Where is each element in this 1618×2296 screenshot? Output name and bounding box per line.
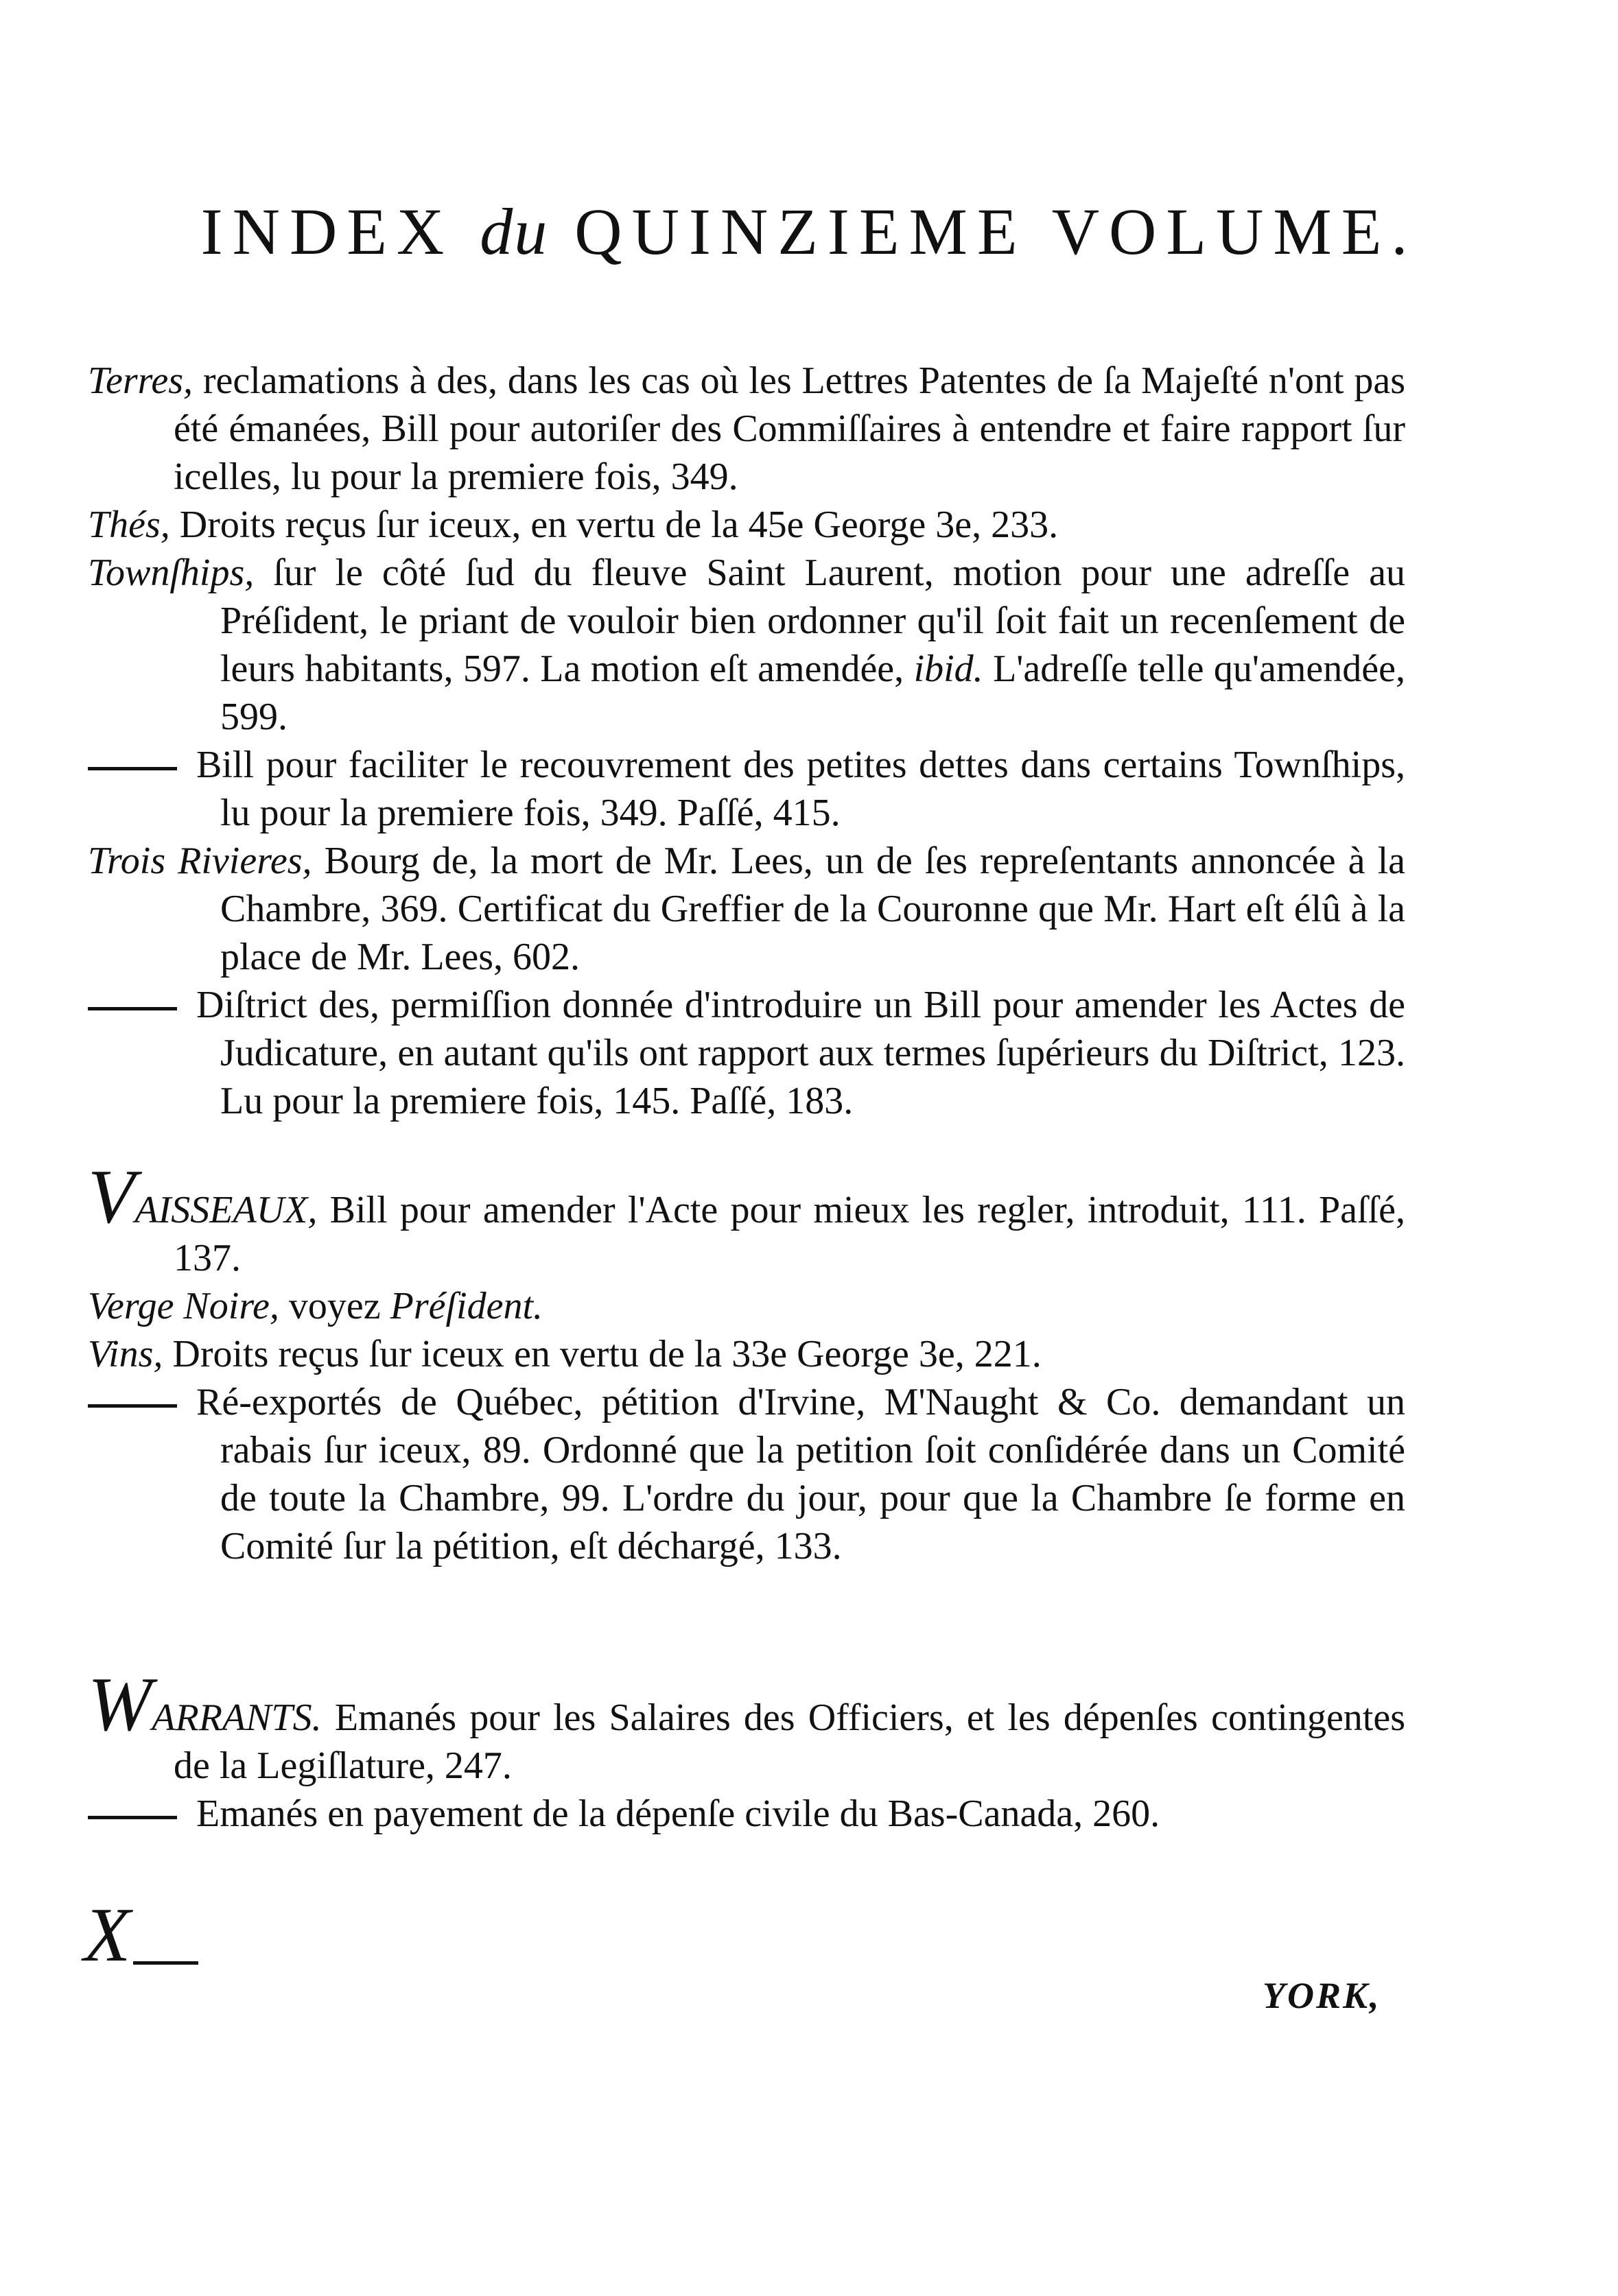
entry-vins	[88, 1330, 1405, 1378]
entry-ibid: ibid.	[913, 648, 983, 690]
entry-head: AISSEAUX,	[134, 1189, 318, 1231]
entry-terres	[88, 357, 1405, 501]
entry-head: Townſhips,	[88, 552, 255, 594]
page-title	[0, 195, 1618, 268]
entry-text: Emanés pour les Salaires des Officiers, et les dépenſes contingentes de la Legiſlature, 247.	[174, 1696, 1406, 1787]
section-x-letter	[84, 1893, 198, 1978]
initial-letter: X	[84, 1893, 131, 1978]
entry-vaisseaux	[88, 1155, 1405, 1282]
entry-text: Droits reçus ſur iceux en vertu de la 33e George 3e, 221.	[172, 1333, 1042, 1375]
entry-trois-rivieres	[88, 837, 1405, 981]
entry-text: Droits reçus ſur iceux, en vertu de la 45e George 3e, 233.	[179, 504, 1059, 546]
entry-thes	[88, 501, 1405, 549]
initial-letter: W	[88, 1662, 152, 1747]
entry-text: voyez	[288, 1285, 381, 1327]
section-t	[88, 357, 1405, 1125]
entry-ref: Préſident.	[390, 1285, 543, 1327]
entry-head: Vins,	[88, 1333, 163, 1375]
ditto-dash	[88, 1404, 177, 1408]
initial-letter: V	[88, 1155, 135, 1240]
title-index: INDEX	[200, 195, 454, 268]
catchword: YORK,	[1263, 1975, 1381, 2016]
entry-townships	[88, 549, 1405, 741]
entry-text: ſur le côté ſud du fleuve Saint Laurent, motion pour une adreſſe au Préſident, le priant de vouloir bien ordonner qu'il ſoit fait un recenſement de leurs habitants, 597. La motion eſt amendée,	[220, 552, 1405, 690]
entry-text: Diſtrict des, permiſſion donnée d'introduire un Bill pour amender les Actes de Judicature, en autant qu'ils ont rapport aux termes ſupérieurs du Diſtrict, 123. Lu pour la premiere fois, 145. Paſſé, 183.	[196, 984, 1405, 1122]
entry-head: Trois Rivieres,	[88, 840, 312, 882]
entry-text: Bill pour amender l'Acte pour mieux les regler, introduit, 111. Paſſé, 137.	[174, 1189, 1405, 1279]
entry-text: Ré-exportés de Québec, pétition d'Irvine, M'Naught & Co. demandant un rabais ſur iceux, 89. Ordonné que la petition ſoit conſidérée dans un Comité de toute la Chambre, 99. L'ordre du jour, pour que la Chambre ſe forme en Comité ſur la pétition, eſt déchargé, 133.	[196, 1381, 1405, 1567]
title-volume: QUINZIEME VOLUME.	[574, 195, 1418, 268]
entry-text: Emanés en payement de la dépenſe civile du Bas-Canada, 260.	[196, 1792, 1160, 1835]
entry-head: Verge Noire,	[88, 1285, 279, 1327]
entry-head: ARRANTS.	[152, 1696, 322, 1739]
section-w	[88, 1662, 1406, 1838]
entry-text: Bourg de, la mort de Mr. Lees, un de ſes repreſentants annoncée à la Chambre, 369. Certificat du Greffier de la Couronne que Mr. Hart eſt élû à la place de Mr. Lees, 602.	[220, 840, 1405, 978]
section-x-rule	[133, 1961, 198, 1965]
entry-head: Thés,	[88, 504, 170, 546]
entry-text: L'adreſſe telle qu'amendée, 599.	[220, 648, 1405, 738]
entry-vins-reexportes	[88, 1378, 1405, 1570]
entry-townships-bill	[88, 741, 1405, 837]
entry-text: Bill pour faciliter le recouvrement des petites dettes dans certains Townſhips, lu pour la premiere fois, 349. Paſſé, 415.	[196, 744, 1405, 834]
ditto-dash	[88, 1007, 177, 1010]
ditto-dash	[88, 1816, 177, 1819]
entry-warrants	[88, 1662, 1406, 1790]
ditto-dash	[88, 767, 177, 770]
entry-head: Terres,	[88, 359, 194, 402]
entry-text: reclamations à des, dans les cas où les Lettres Patentes de ſa Majeſté n'ont pas été émanées, Bill pour autoriſer des Commiſſaires à entendre et faire rapport ſur icelles, lu pour la premiere fois, 349.	[174, 359, 1405, 498]
entry-warrants-civile	[88, 1790, 1405, 1838]
entry-trois-rivieres-district	[88, 981, 1405, 1125]
entry-verge-noire	[88, 1282, 1405, 1330]
section-v	[88, 1155, 1405, 1570]
title-du: du	[480, 195, 549, 268]
